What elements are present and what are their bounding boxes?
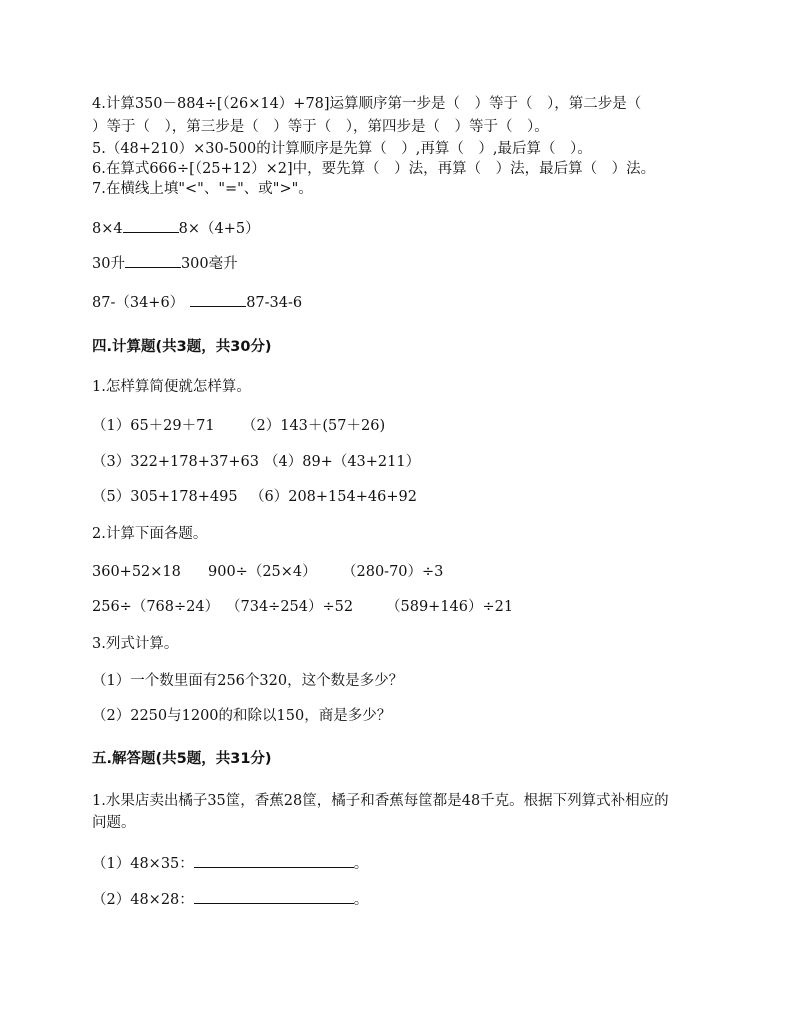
answer-end: 。: [353, 856, 369, 872]
expression: 900÷（25×4）: [208, 564, 317, 580]
question-7: 7.在横线上填"<"、"="、或">"。: [92, 181, 313, 197]
compare-row-3: [92, 292, 302, 313]
expression: （6）208+154+46+92: [250, 489, 417, 505]
calc-row-2: [92, 597, 513, 617]
answer-end: 。: [353, 892, 369, 908]
simplify-row-1: [92, 416, 385, 436]
answer-row-1: [92, 853, 368, 874]
compare-row-2: [92, 253, 238, 274]
section-5-question-1-line-2: 问题。: [92, 815, 136, 831]
compare-left: 30升: [92, 256, 125, 272]
expression: （5）305+178+495: [92, 489, 238, 505]
compare-left: 8×4: [92, 221, 123, 237]
calc-row-1: [92, 562, 443, 582]
word-problem-1: （1）一个数里面有256个320，这个数是多少？: [92, 673, 404, 689]
answer-blank[interactable]: [194, 889, 354, 904]
section-4-question-1: 1.怎样算简便就怎样算。: [92, 379, 251, 395]
answer-row-2: [92, 889, 368, 910]
word-problem-2: （2）2250与1200的和除以150，商是多少？: [92, 708, 392, 724]
simplify-row-3: [92, 487, 417, 507]
question-6: 6.在算式666÷[（25+12）×2]中，要先算（ ）法，再算（ ）法，最后算（ ）法。: [92, 161, 656, 177]
section-5-title: 五.解答题(共5题，共31分): [92, 751, 272, 767]
answer-label: （1）48×35：: [92, 856, 194, 872]
answer-blank[interactable]: [194, 853, 354, 868]
expression: （3）322+178+37+63: [92, 454, 259, 470]
expression: 360+52×18: [92, 564, 181, 580]
question-4-line-1: 4.计算350－884÷[（26×14）+78]运算顺序第一步是（ ）等于（ ），第二步是（: [92, 96, 642, 112]
answer-blank[interactable]: [190, 292, 246, 307]
answer-blank[interactable]: [125, 253, 181, 268]
compare-right: 300毫升: [180, 256, 238, 272]
simplify-row-2: [92, 452, 420, 472]
compare-right: 8×（4+5）: [178, 221, 260, 237]
question-4-line-2: ）等于（ ），第三步是（ ）等于（ ），第四步是（ ）等于（ ）。: [92, 119, 549, 135]
expression: （1）65＋29＋71: [92, 418, 215, 434]
answer-label: （2）48×28：: [92, 892, 194, 908]
expression: （2）143＋(57＋26): [242, 418, 386, 434]
expression: （4）89+（43+211）: [264, 454, 421, 470]
section-4-title: 四.计算题(共3题，共30分): [92, 339, 272, 355]
answer-blank[interactable]: [123, 218, 179, 233]
section-4-question-3: 3.列式计算。: [92, 636, 179, 652]
question-5: 5.（48+210）×30-500的计算顺序是先算（ ）,再算（ ）,最后算（ ）。: [92, 141, 592, 157]
compare-left: 87-（34+6）: [92, 295, 185, 311]
expression: 256÷（768÷24）: [92, 599, 220, 615]
section-4-question-2: 2.计算下面各题。: [92, 526, 208, 542]
compare-row-1: [92, 218, 260, 239]
expression: （734÷254）÷52: [226, 599, 354, 615]
section-5-question-1-line-1: 1.水果店卖出橘子35筐，香蕉28筐，橘子和香蕉每筐都是48千克。根据下列算式补相应的: [92, 793, 669, 809]
expression: （589+146）÷21: [386, 599, 514, 615]
compare-right: 87-34-6: [246, 295, 303, 311]
expression: （280-70）÷3: [342, 564, 444, 580]
